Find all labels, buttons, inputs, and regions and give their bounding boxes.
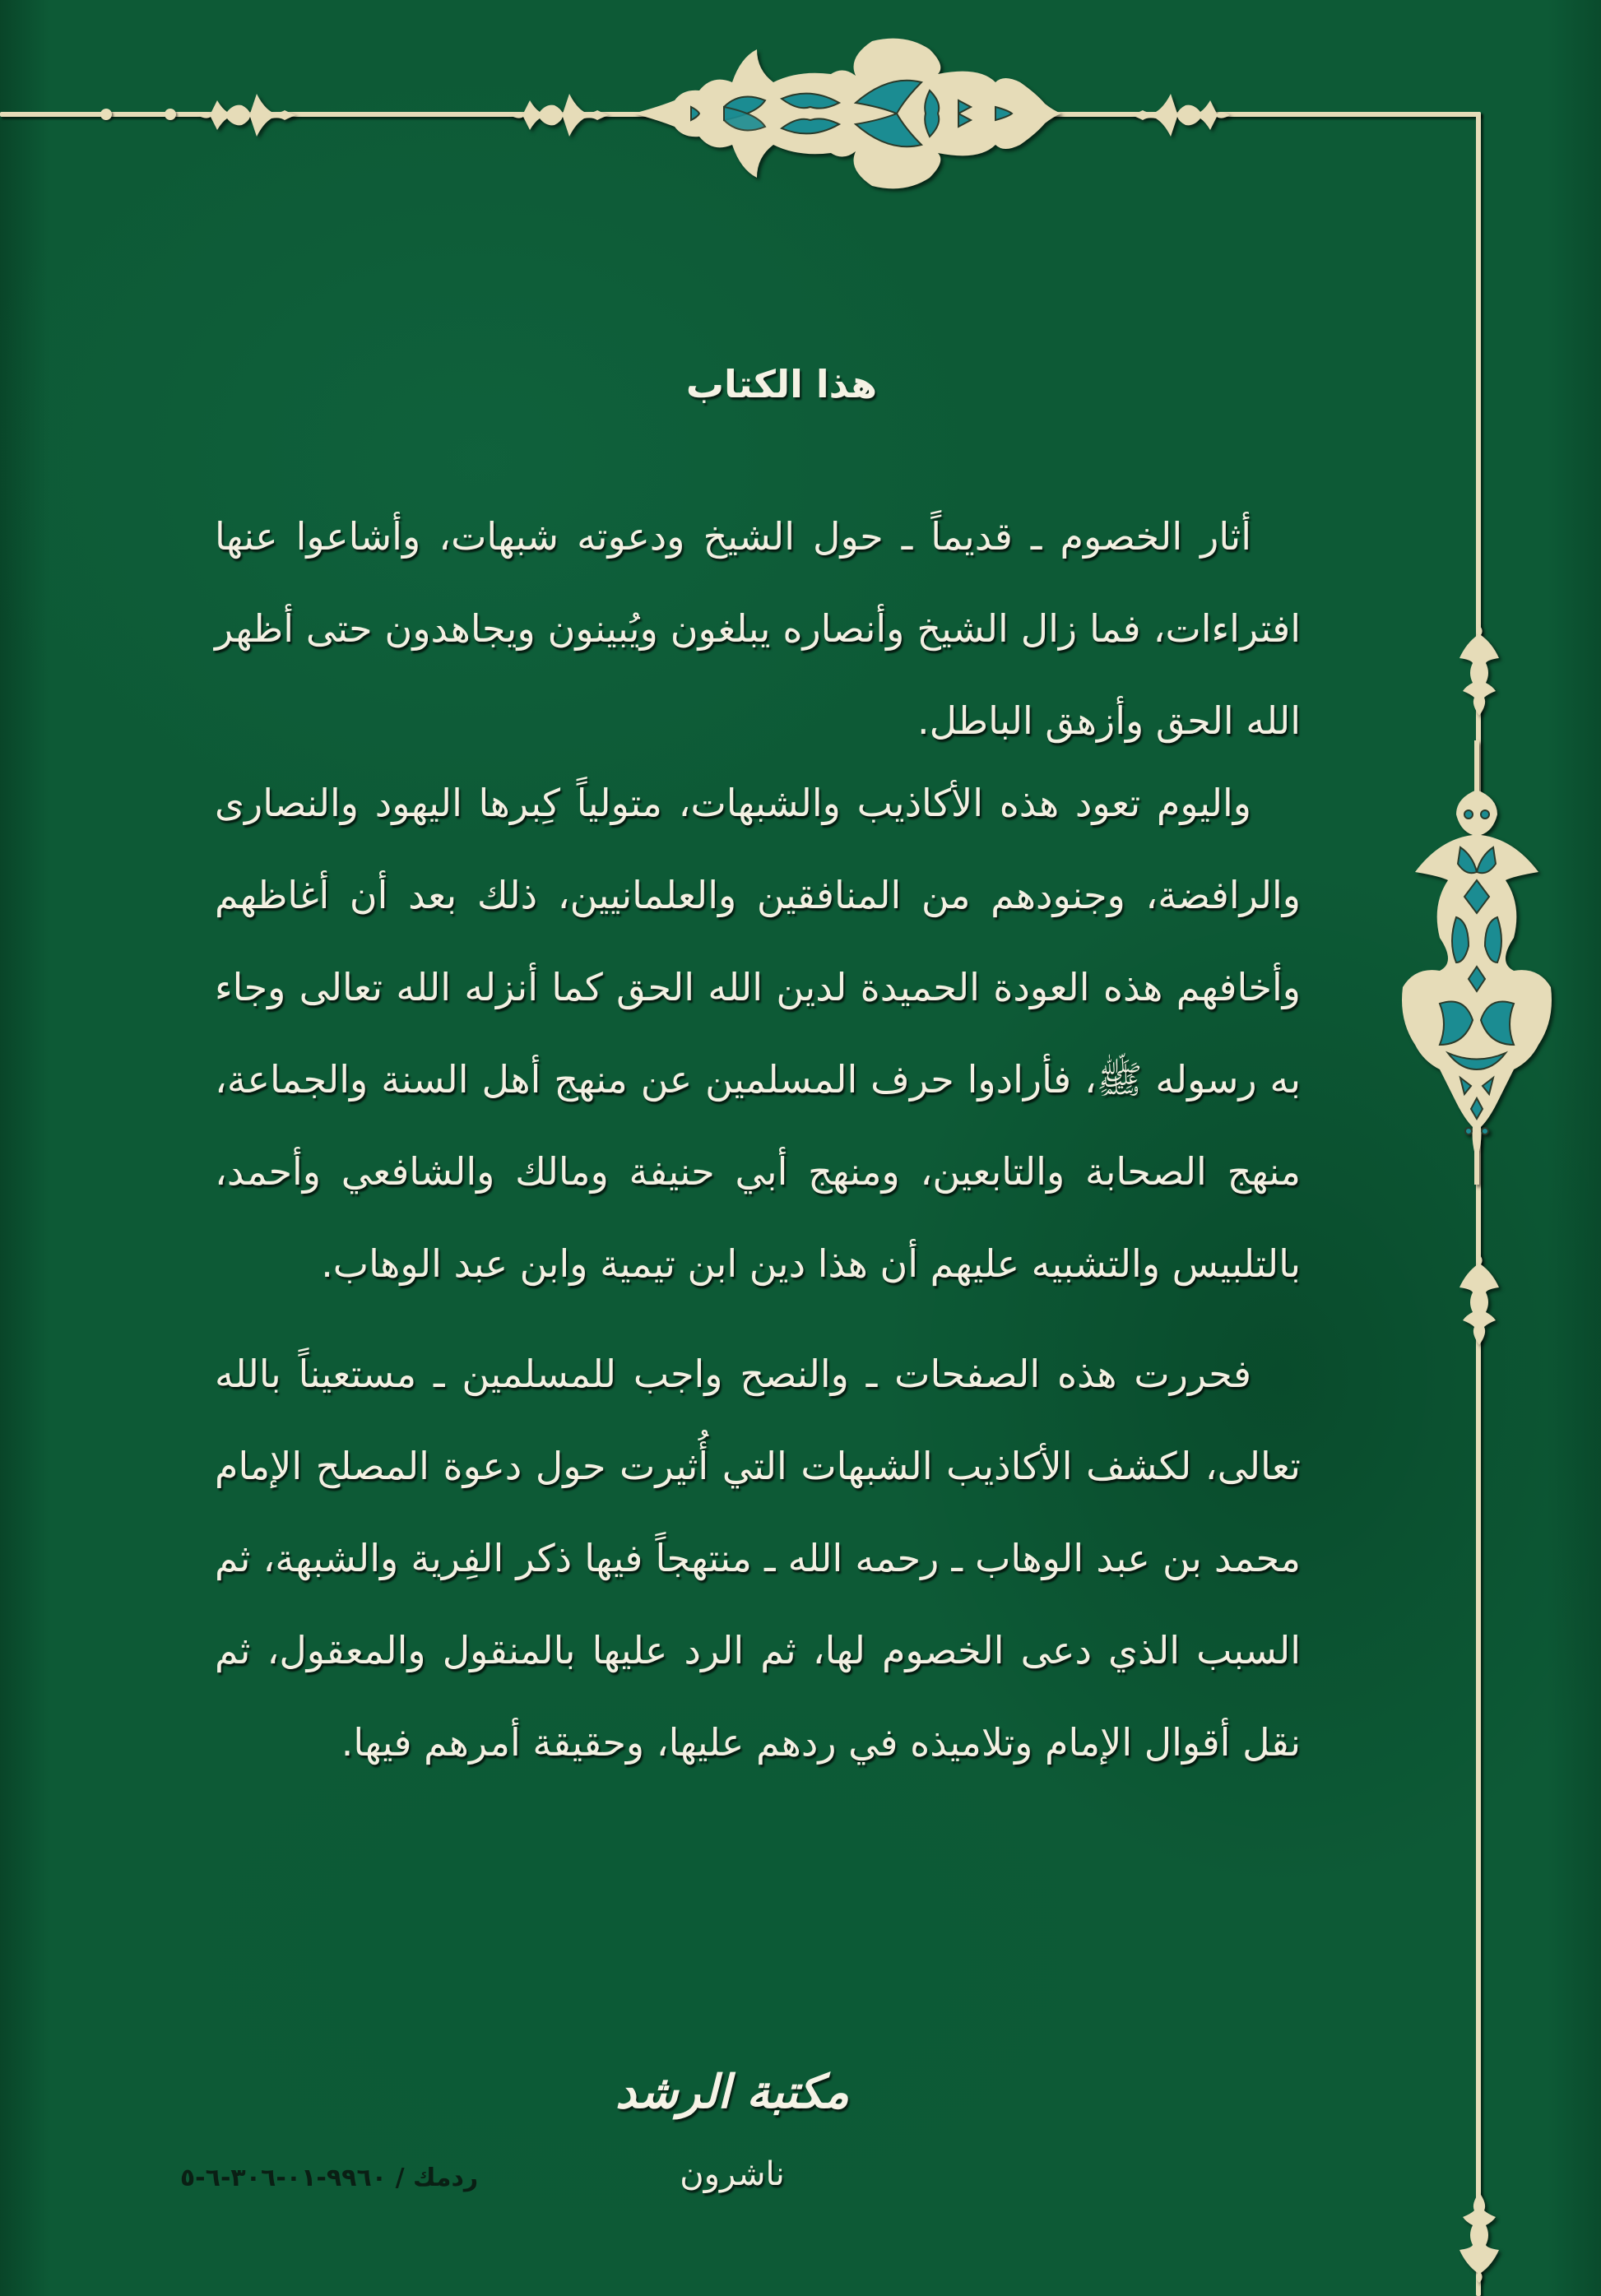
isbn <box>148 2164 510 2192</box>
finial-right-top-icon <box>1455 625 1504 716</box>
finial-left-1-icon <box>197 90 296 140</box>
body-paragraph-1: أثار الخصوم ـ قديماً ـ حول الشيخ ودعوته شبهات، وأشاعوا عنها افتراءات، فما زال الشيخ وأنصاره يبلغون ويُبينون ويجاهدون حتى أظهر الله الحق وأزهق الباطل. <box>215 514 1301 743</box>
isbn-number: ٩٩٦٠-٠١-٣٠٦-٦-٥ <box>179 2164 387 2192</box>
isbn-label: ردمك / <box>395 2164 479 2192</box>
border-knot-icon <box>100 109 112 120</box>
finial-left-2-icon <box>510 90 609 140</box>
side-arabesque-ornament-icon <box>1390 740 1563 1185</box>
border-knot-icon <box>165 109 176 120</box>
publisher-logo: مكتبة الرشد <box>615 2065 850 2119</box>
finial-right-bottom-icon <box>1455 2192 1504 2283</box>
finial-right-1-icon <box>1131 90 1230 140</box>
body-paragraph-2: واليوم تعود هذه الأكاذيب والشبهات، متولياً كِبرها اليهود والنصارى والرافضة، وجنودهم من المنافقين والعلمانيين، ذلك بعد أن أغاظهم وأخافهم هذه العودة الحميدة لدين الله الحق كما أنزله الله تعالى وجاء به رسوله ﷺ، فأرادوا حرف المسلمين عن منهج أهل السنة والجماعة، منهج الصحابة والتابعين، ومنهج أبي حنيفة ومالك والشافعي وأحمد، بالتلبيس والتشبيه عليهم أن هذا دين ابن تيمية وابن عبد الوهاب. <box>215 781 1301 1286</box>
body-paragraph-3: فحررت هذه الصفحات ـ والنصح واجب للمسلمين ـ مستعيناً بالله تعالى، لكشف الأكاذيب الشبهات التي أُثيرت حول دعوة المصلح الإمام محمد بن عبد الوهاب ـ رحمه الله ـ منتهجاً فيها ذكر الفِرية والشبهة، ثم السبب الذي دعى الخصوم لها، ثم الرد عليها بالمنقول والمعقول، ثم نقل أقوال الإمام وتلاميذه في ردهم عليها، وحقيقة أمرهم فيها. <box>215 1352 1301 1765</box>
top-arabesque-ornament-icon <box>633 25 1061 197</box>
publisher-subtitle: ناشرون <box>680 2155 785 2193</box>
border-frame-right <box>1476 112 1481 2296</box>
finial-right-middle-icon <box>1455 1255 1504 1345</box>
section-heading: هذا الكتاب <box>685 362 878 406</box>
